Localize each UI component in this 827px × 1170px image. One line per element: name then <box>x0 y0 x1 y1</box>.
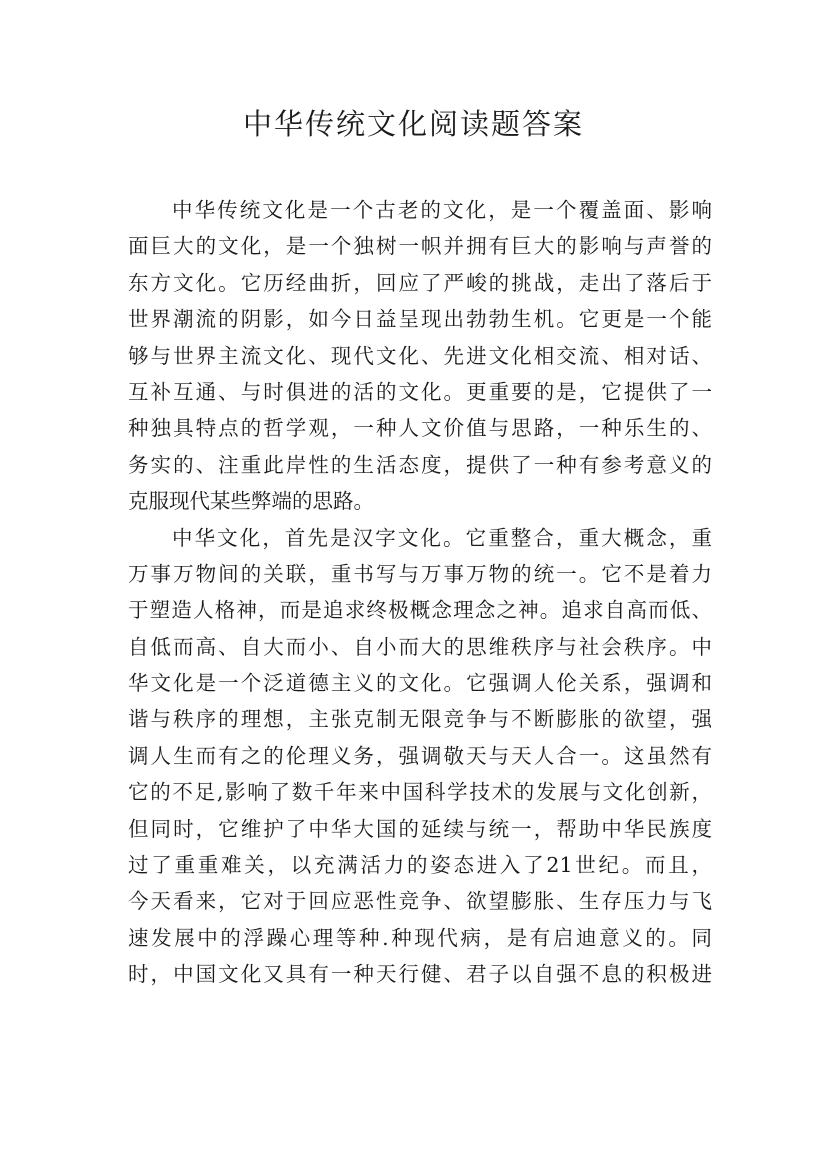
paragraph-line: 华文化是一个泛道德主义的文化。它强调人伦关系，强调和 <box>128 671 712 696</box>
paragraph-line: 但同时，它维护了中华大国的延续与统一，帮助中华民族度 <box>128 816 712 841</box>
paragraph-line: 东方文化。它历经曲折，回应了严峻的挑战，走出了落后于 <box>128 270 712 295</box>
document-title: 中华传统文化阅读题答案 <box>242 107 584 141</box>
paragraph-1 <box>128 192 712 520</box>
paragraph-line: 务实的、注重此岸性的生活态度，提供了一种有参考意义的 <box>128 452 712 477</box>
paragraph-line: 面巨大的文化，是一个独树一帜并拥有巨大的影响与声誉的 <box>128 234 712 259</box>
paragraph-line: 今天看来，它对于回应恶性竞争、欲望膨胀、生存压力与飞 <box>128 889 712 914</box>
paragraph-line: 克服现代某些弊端的思路。 <box>128 489 374 514</box>
document-body <box>128 192 712 993</box>
paragraph-line: 中华文化，首先是汉字文化。它重整合，重大概念，重 <box>172 525 712 550</box>
paragraph-2 <box>128 520 712 993</box>
paragraph-line: 万事万物间的关联，重书写与万事万物的统一。它不是着力 <box>128 561 712 586</box>
paragraph-line: 世界潮流的阴影，如今日益呈现出勃勃生机。它更是一个能 <box>128 307 712 332</box>
paragraph-line: 中华传统文化是一个古老的文化，是一个覆盖面、影响 <box>172 198 712 222</box>
paragraph-line: 谐与秩序的理想，主张克制无限竞争与不断膨胀的欲望，强 <box>128 707 712 732</box>
paragraph-line: 自低而高、自大而小、自小而大的思维秩序与社会秩序。中 <box>128 634 712 659</box>
paragraph-line: 调人生而有之的伦理义务，强调敬天与天人合一。这虽然有 <box>128 743 712 768</box>
paragraph-line: 够与世界主流文化、现代文化、先进文化相交流、相对话、 <box>128 343 712 368</box>
paragraph-line: 速发展中的浮躁心理等种.种现代病，是有启迪意义的。同 <box>128 925 712 950</box>
paragraph-line: 种独具特点的哲学观，一种人文价值与思路，一种乐生的、 <box>128 416 712 441</box>
paragraph-line: 它的不足,影响了数千年来中国科学技术的发展与文化创新， <box>128 780 712 805</box>
paragraph-line: 时，中国文化又具有一种天行健、君子以自强不息的积极进 <box>128 962 712 987</box>
paragraph-line: 互补互通、与时俱进的活的文化。更重要的是，它提供了一 <box>128 379 712 404</box>
paragraph-line: 过了重重难关，以充满活力的姿态进入了21世纪。而且， <box>128 853 712 878</box>
paragraph-line: 于塑造人格神，而是追求终极概念理念之神。追求自高而低、 <box>128 598 712 623</box>
